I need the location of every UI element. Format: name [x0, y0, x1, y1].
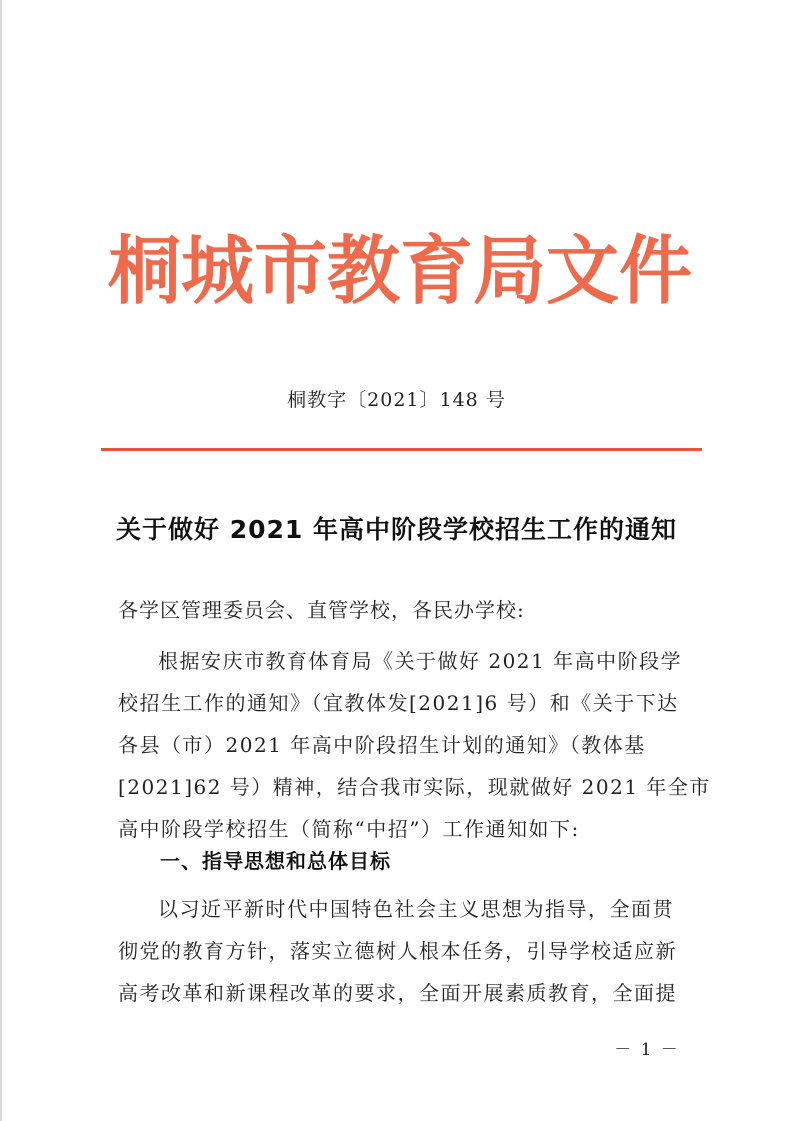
paragraph-line: 校招生工作的通知》（宜教体发[2021]6 号）和《关于下达 — [118, 691, 679, 715]
paragraph-line: 彻党的教育方针，落实立德树人根本任务，引导学校适应新 — [118, 939, 677, 963]
addressee-line: 各学区管理委员会、直管学校，各民办学校: — [118, 598, 525, 622]
document-number: 桐教字〔2021〕148 号 — [287, 389, 506, 411]
paragraph-line: 以习近平新时代中国特色社会主义思想为指导，全面贯 — [158, 897, 674, 921]
paragraph-line: [2021]62 号）精神，结合我市实际，现就做好 2021 年全市 — [118, 775, 711, 799]
paragraph-section-1 — [118, 888, 678, 1014]
section-heading: 一、指导思想和总体目标 — [160, 849, 391, 873]
paragraph-intro — [118, 640, 711, 850]
red-separator-line — [101, 448, 702, 451]
masthead-title: 桐城市教育局文件 — [108, 228, 692, 315]
page-left-edge — [0, 0, 2, 1121]
paragraph-line: 高考改革和新课程改革的要求，全面开展素质教育，全面提 — [118, 981, 677, 1005]
document-title: 关于做好 2021 年高中阶段学校招生工作的通知 — [116, 515, 677, 544]
paragraph-line: 根据安庆市教育体育局《关于做好 2021 年高中阶段学 — [158, 649, 683, 673]
paragraph-line: 高中阶段学校招生（简称“中招”）工作通知如下: — [118, 817, 580, 841]
page-number: － 1 － — [614, 1040, 680, 1060]
paragraph-line: 各县（市）2021 年高中阶段招生计划的通知》（教体基 — [118, 733, 646, 757]
